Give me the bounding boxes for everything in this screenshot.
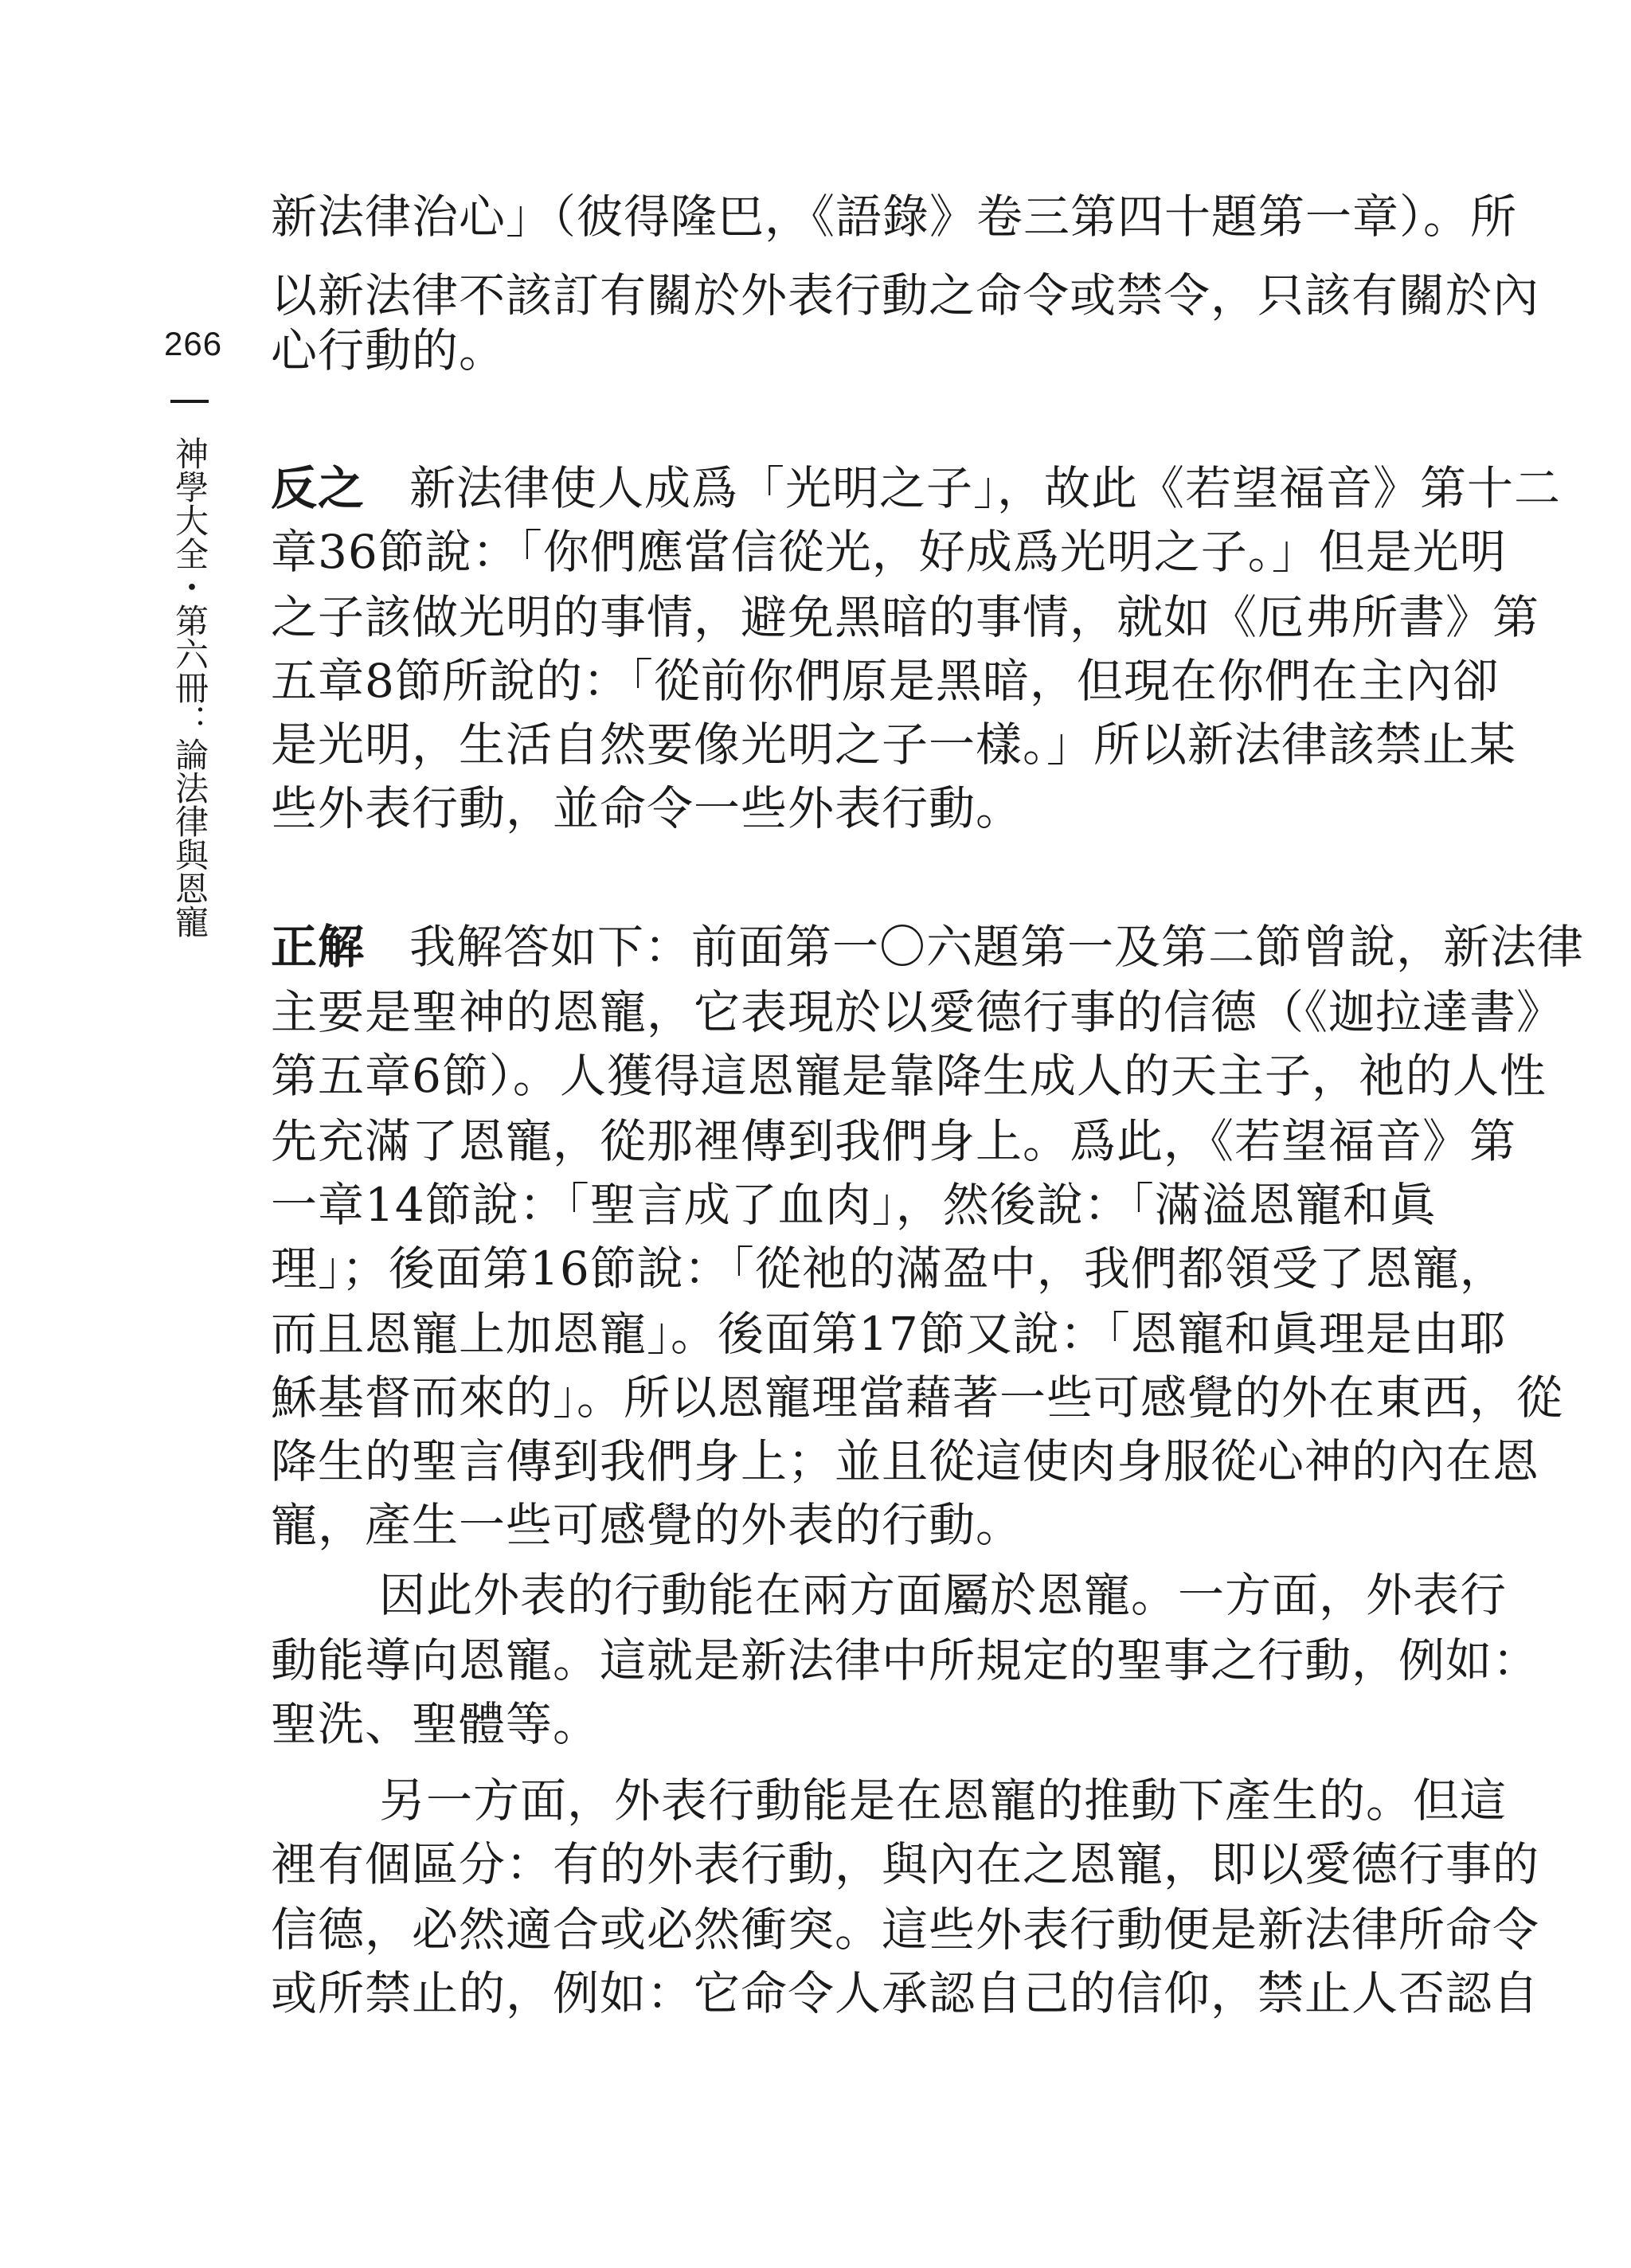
text-line: 因此外表的行動能在兩方面屬於恩寵。一方面，外表行 — [379, 1568, 1508, 1622]
page-number: 266 — [164, 325, 223, 362]
sidebar-divider — [170, 400, 209, 403]
text-line: 理」；後面第16節說：「從祂的滿盈中，我們都領受了恩寵， — [271, 1242, 1507, 1296]
text-line: 另一方面，外表行動能是在恩寵的推動下產生的。但這 — [379, 1773, 1508, 1828]
text-line: 些外表行動，並命令一些外表行動。 — [271, 781, 1023, 835]
text-line: 之子該做光明的事情，避免黑暗的事情，就如《厄弗所書》第 — [271, 590, 1540, 644]
text-line: 裡有個區分：有的外表行動，與內在之恩寵，即以愛德行事的 — [271, 1837, 1540, 1891]
text-line — [271, 919, 1584, 975]
text-line: 寵，產生一些可感覺的外表的行動。 — [271, 1498, 1023, 1552]
text-line: 降生的聖言傳到我們身上；並且從這使肉身服從心神的內在恩 — [271, 1434, 1540, 1488]
section-lead: 正解 — [271, 920, 366, 974]
text-line: 是光明，生活自然要像光明之子一樣。」所以新法律該禁止某 — [271, 718, 1517, 772]
text-line: 第五章6節）。人獲得這恩寵是靠降生成人的天主子，祂的人性 — [271, 1049, 1547, 1103]
text-line: 新法律治心」（彼得隆巴，《語錄》卷三第四十題第一章）。所 — [271, 190, 1518, 244]
text-line: 信德，必然適合或必然衝突。這些外表行動便是新法律所命令 — [271, 1902, 1540, 1957]
text-line: 而且恩寵上加恩寵」。後面第17節又說：「恩寵和眞理是由耶 — [271, 1307, 1507, 1361]
text-span: 我解答如下：前面第一〇六題第一及第二節曾說，新法律 — [409, 920, 1585, 974]
text-line: 主要是聖神的恩寵，它表現於以愛德行事的信德（《迦拉達書》 — [271, 985, 1564, 1039]
text-line: 或所禁止的，例如：它命令人承認自己的信仰，禁止人否認自 — [271, 1966, 1540, 2020]
text-line: 動能導向恩寵。這就是新法律中所規定的聖事之行動，例如： — [271, 1633, 1540, 1687]
text-span: 新法律使人成爲「光明之子」，故此《若望福音》第十二 — [409, 461, 1562, 515]
running-head: 神學大全・第六冊：論法律與恩寵 — [170, 436, 209, 938]
section-lead: 反之 — [271, 461, 366, 515]
text-line: 心行動的。 — [271, 323, 507, 377]
text-line — [271, 460, 1561, 516]
text-line: 聖洗、聖體等。 — [271, 1697, 600, 1751]
text-line: 穌基督而來的」。所以恩寵理當藉著一些可感覺的外在東西，從 — [271, 1371, 1564, 1425]
text-line: 先充滿了恩寵，從那裡傳到我們身上。爲此，《若望福音》第 — [271, 1114, 1517, 1168]
text-line: 五章8節所說的：「從前你們原是黑暗，但現在你們在主內卻 — [271, 654, 1500, 708]
text-line: 以新法律不該訂有關於外表行動之命令或禁令，只該有關於內 — [271, 268, 1540, 323]
text-line: 章36節說：「你們應當信從光，好成爲光明之子。」但是光明 — [271, 525, 1507, 579]
text-line: 一章14節說：「聖言成了血肉」，然後說：「滿溢恩寵和眞 — [271, 1178, 1437, 1232]
